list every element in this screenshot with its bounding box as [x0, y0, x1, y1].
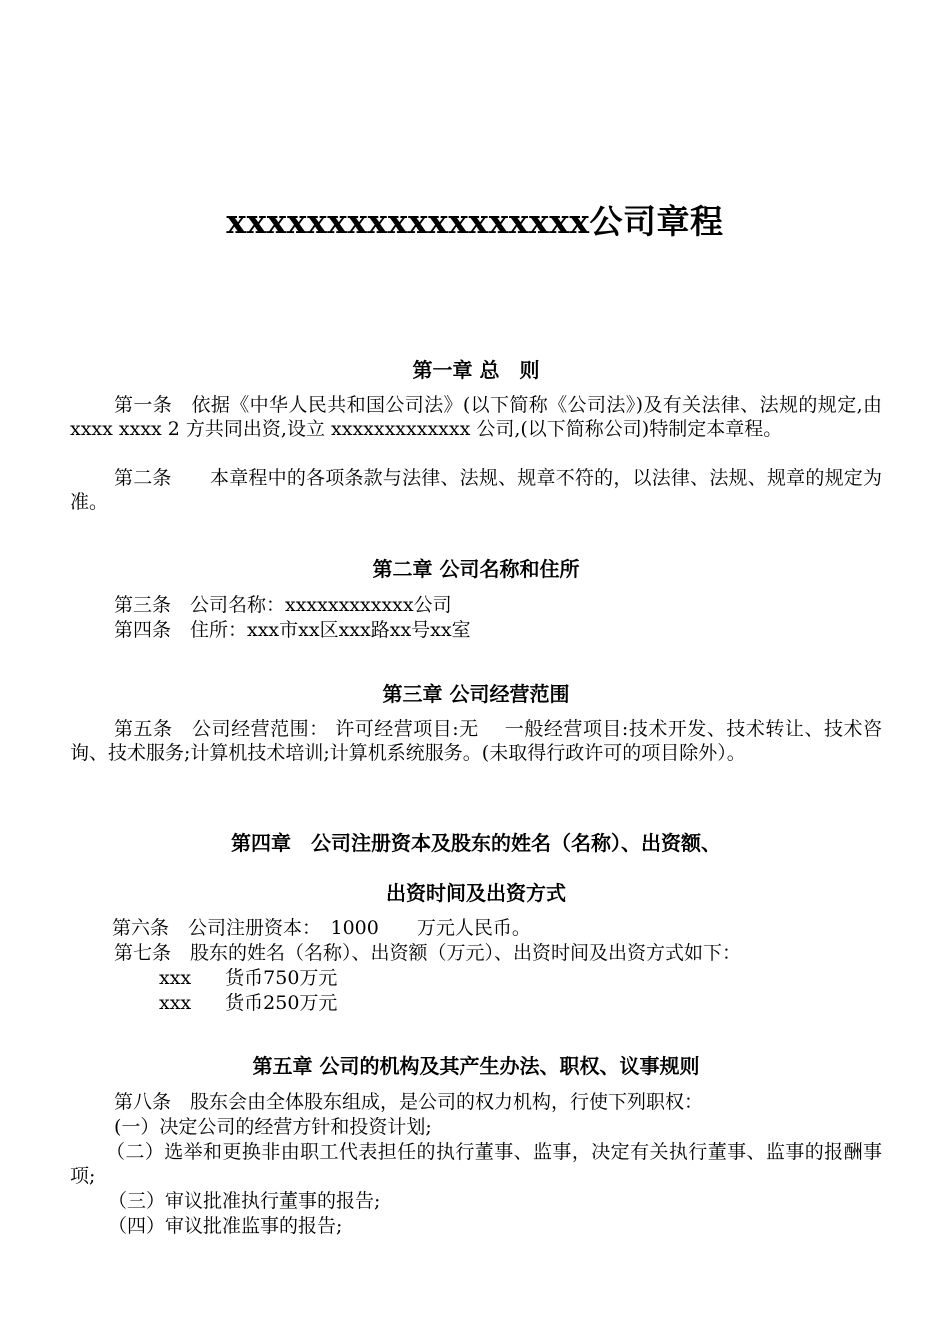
article-3: 第三条 公司名称：xxxxxxxxxxxx公司	[114, 594, 452, 616]
shareholder-row	[159, 966, 337, 990]
chapter-4-heading-line-2: 出资时间及出资方式	[386, 881, 566, 905]
power-item-3: （三）审议批准执行董事的报告;	[108, 1190, 381, 1212]
article-5: 第五条 公司经营范围： 许可经营项目:无 一般经营项目:技术开发、技术转让、技术咨询、技术服务;计算机技术培训;计算机系统服务。(未取得行政许可的项目除外）。	[70, 718, 882, 764]
power-item-1: (一）决定公司的经营方针和投资计划;	[114, 1116, 432, 1138]
shareholder-name: xxx	[159, 967, 192, 989]
article-2: 第二条 本章程中的各项条款与法律、法规、规章不符的，以法律、法规、规章的规定为准。	[70, 467, 882, 513]
power-item-2: （二）选举和更换非由职工代表担任的执行董事、监事，决定有关执行董事、监事的报酬事项;	[70, 1141, 882, 1187]
shareholder-row	[159, 991, 337, 1015]
article-1: 第一条 依据《中华人民共和国公司法》(以下简称《公司法》)及有关法律、法规的规定,由xxxx xxxx 2 方共同出资,设立 xxxxxxxxxxxxx 公司,(以下简称公司)特制定本章程。	[70, 394, 882, 440]
chapter-5-heading: 第五章 公司的机构及其产生办法、职权、议事规则	[252, 1054, 700, 1078]
chapter-2-heading: 第二章 公司名称和住所	[372, 557, 580, 581]
shareholder-contribution: 货币750万元	[225, 967, 338, 989]
article-6: 第六条 公司注册资本： 1000 万元人民币。	[112, 917, 531, 939]
shareholder-contribution: 货币250万元	[225, 992, 338, 1014]
article-4: 第四条 住所：xxx市xx区xxx路xx号xx室	[114, 619, 471, 641]
article-7: 第七条 股东的姓名（名称）、出资额（万元）、出资时间及出资方式如下：	[114, 942, 742, 964]
chapter-1-heading: 第一章 总 则	[412, 358, 540, 382]
chapter-3-heading: 第三章 公司经营范围	[382, 682, 570, 706]
chapter-4-heading-line-1: 第四章 公司注册资本及股东的姓名（名称）、出资额、	[231, 831, 721, 855]
shareholder-name: xxx	[159, 992, 192, 1014]
power-item-4: （四）审议批准监事的报告;	[108, 1215, 343, 1237]
document-title: xxxxxxxxxxxxxxxxxx公司章程	[226, 202, 724, 241]
article-8: 第八条 股东会由全体股东组成，是公司的权力机构，行使下列职权：	[114, 1091, 704, 1113]
